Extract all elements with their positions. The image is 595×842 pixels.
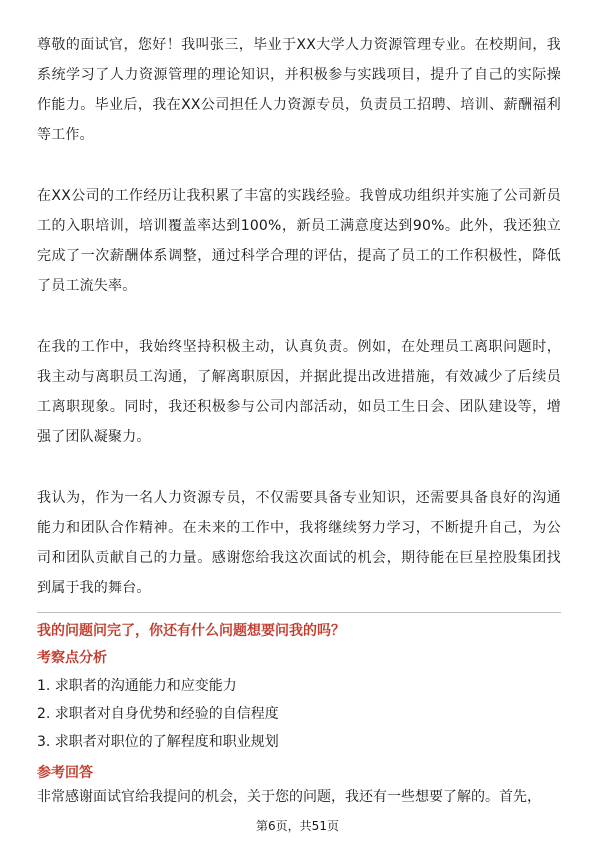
intro-paragraph: 尊敬的面试官，您好！我叫张三，毕业于XX大学人力资源管理专业。在校期间，我系统学习了人力资源管理的理论知识，并积极参与实践项目，提升了自己的实际操作能力。毕业后，我在XX公司担任人力资源专员，负责员工招聘、培训、薪酬福利等工作。 (37, 37, 561, 143)
section-divider (37, 612, 561, 613)
reference-answer: 非常感谢面试官给我提问的机会，关于您的问题，我还有一些想要了解的。首先， (37, 789, 541, 805)
analysis-list (37, 672, 561, 756)
list-item: 1. 求职者的沟通能力和应变能力 (37, 678, 237, 694)
reference-heading: 参考回答 (37, 765, 93, 781)
interview-question: 我的问题问完了，你还有什么问题想要问我的吗？ (37, 623, 345, 639)
analysis-heading: 考察点分析 (37, 650, 107, 666)
list-item: 3. 求职者对职位的了解程度和职业规划 (37, 734, 279, 750)
list-item: 2. 求职者对自身优势和经验的自信程度 (37, 706, 279, 722)
page-number: 第6页，共51页 (256, 819, 339, 833)
experience-paragraph: 在XX公司的工作经历让我积累了丰富的实践经验。我曾成功组织并实施了公司新员工的入职培训，培训覆盖率达到100%，新员工满意度达到90%。此外，我还独立完成了一次薪酬体系调整，通过科学合理的评估，提高了员工的工作积极性，降低了员工流失率。 (37, 188, 561, 294)
closing-paragraph: 我认为，作为一名人力资源专员，不仅需要具备专业知识，还需要具备良好的沟通能力和团队合作精神。在未来的工作中，我将继续努力学习，不断提升自己，为公司和团队贡献自己的力量。感谢您给我这次面试的机会，期待能在巨星控股集团找到属于我的舞台。 (37, 490, 561, 596)
document-page (37, 30, 561, 811)
work-attitude-paragraph: 在我的工作中，我始终坚持积极主动，认真负责。例如，在处理员工离职问题时，我主动与离职员工沟通，了解离职原因，并据此提出改进措施，有效减少了后续员工离职现象。同时，我还积极参与公司内部活动，如员工生日会、团队建设等，增强了团队凝聚力。 (37, 339, 561, 445)
